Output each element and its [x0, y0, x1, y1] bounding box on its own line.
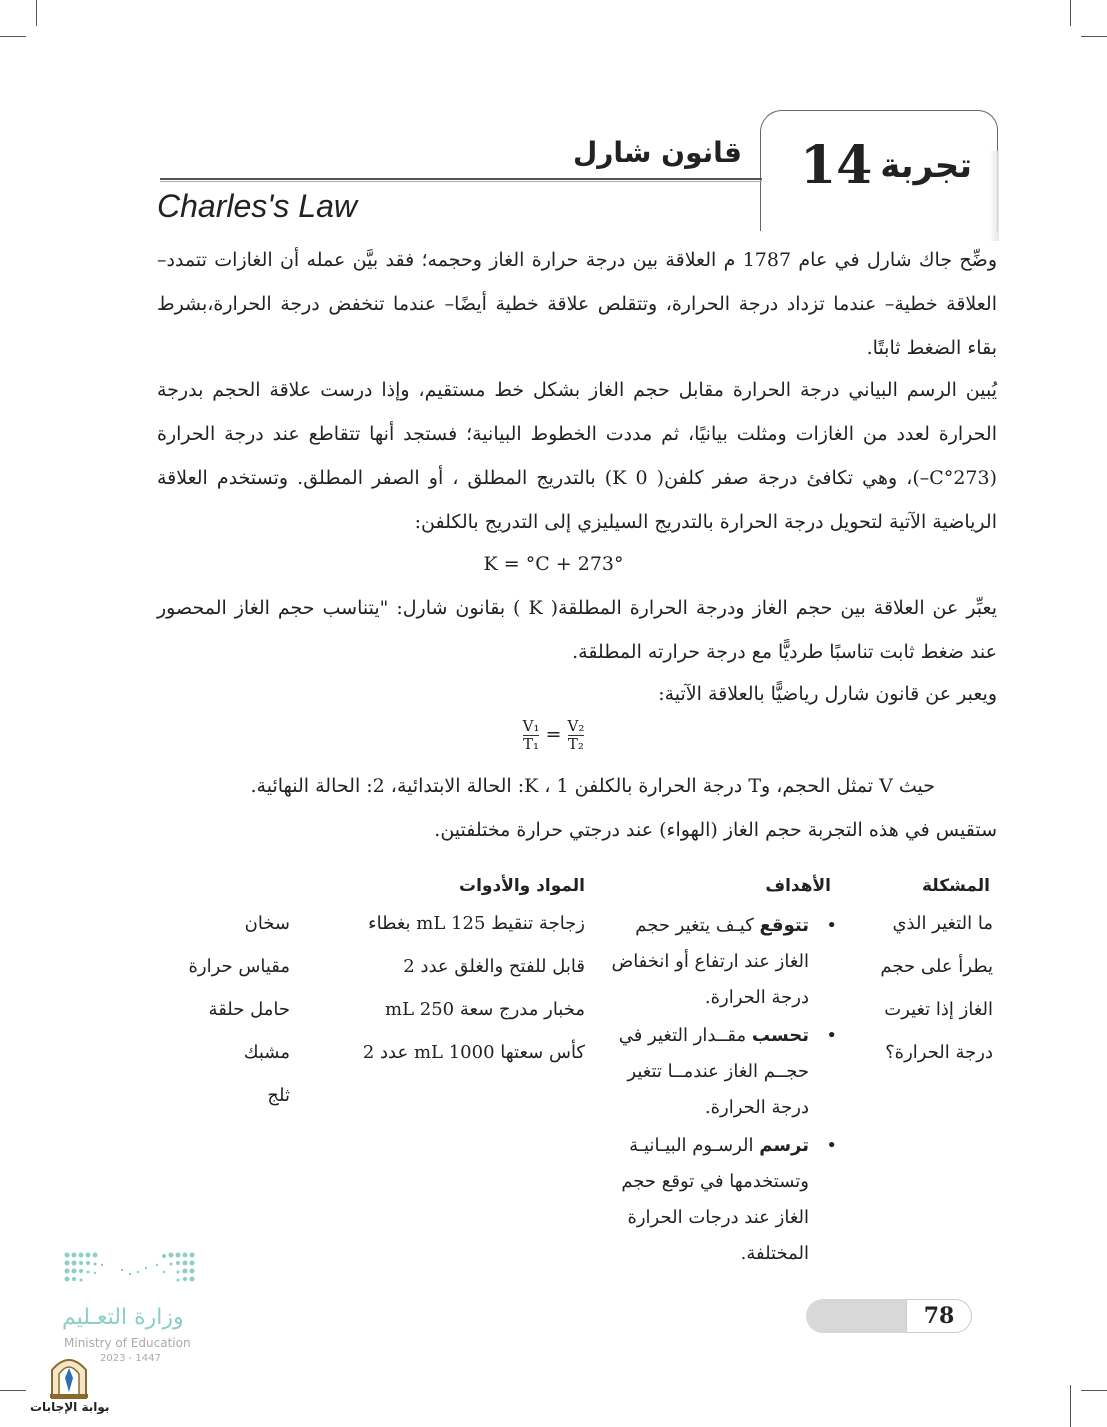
- materials-column: [363, 902, 585, 1074]
- fraction-left: [523, 718, 540, 753]
- crop-mark: [0, 1390, 26, 1391]
- bullet: •: [826, 915, 837, 936]
- objective-verb: تتوقع: [759, 915, 809, 936]
- intro-paragraph-5: حيث V تمثل الحجم، وT درجة الحرارة بالكلفن K ، 1: الحالة الابتدائية، 2: الحالة النهائية.: [250, 775, 935, 797]
- objective-item: [604, 1018, 837, 1126]
- problem-column: [880, 902, 993, 1074]
- objectives-list: [604, 908, 837, 1274]
- title-rule: [160, 178, 762, 180]
- ministry-name-english: Ministry of Education: [64, 1336, 191, 1350]
- material-item: مشبك: [243, 1042, 290, 1063]
- t2: T₂: [567, 735, 584, 753]
- problem-heading: المشكلة: [921, 876, 990, 896]
- problem-line: الغاز إذا تغيرت: [884, 999, 993, 1020]
- crop-mark: [1070, 0, 1071, 26]
- title-arabic: قانون شارل: [572, 136, 742, 169]
- bullet: •: [826, 1025, 837, 1046]
- t1: T₁: [523, 735, 540, 753]
- intro-paragraph-1: وضِّح جاك شارل في عام 1787 م العلاقة بين درجة حرارة الغاز وحجمه؛ فقد بيَّن عمله أن الغازات تتمدد– العلاقة خطية– عندما تزداد درجة الحرارة، وتتقلص علاقة خطية أيضًا– عندما تنخفض درجة الحرارة،بشرط بقاء الضغط ثابتًا.: [157, 249, 997, 359]
- objective-text: مقــدار التغير في حجــم الغاز عندمــا تتغير درجة الحرارة.: [618, 1025, 809, 1118]
- material-item: سخان: [244, 913, 290, 934]
- intro-paragraph-2: يُبين الرسم البياني درجة الحرارة مقابل حجم الغاز بشكل خط مستقيم، وإذا درست علاقة الحجم بدرجة الحرارة لعدد من الغازات ومثلت بيانيًا، ثم مددت الخطوط البيانية؛ فستجد أنها تتقاطع عند درجة الحرارة (273°C–)، وهي تكافئ درجة صفر كلفن( K 0) بالتدريج المطلق ، أو الصفر المطلق. وتستخدم العلاقة الرياضية الآتية لتحويل درجة الحرارة بالتدريج السيليزي إلى التدريج بالكلفن:: [157, 379, 998, 533]
- objective-verb: ترسم: [759, 1135, 809, 1156]
- objective-item: [604, 1128, 837, 1272]
- crop-mark: [1070, 1385, 1071, 1427]
- material-item: مقياس حرارة: [188, 956, 290, 977]
- material-item: زجاجة تنقيط 125 mL بغطاء: [368, 913, 585, 934]
- problem-line: درجة الحرارة؟: [885, 1042, 993, 1063]
- materials-heading: المواد والأدوات: [459, 876, 585, 896]
- ministry-name-arabic: وزارة التعـليم: [62, 1305, 184, 1330]
- crop-mark: [1081, 36, 1107, 37]
- fraction-right: [568, 718, 585, 753]
- problem-line: ما التغير الذي: [892, 913, 993, 934]
- materials-column-2: [188, 902, 290, 1117]
- material-item: قابل للفتح والغلق عدد 2: [403, 956, 585, 977]
- material-item: مخبار مدرج سعة 250 mL: [385, 999, 585, 1020]
- v2: V₂: [567, 717, 585, 735]
- crop-mark: [36, 0, 37, 26]
- crop-mark: [0, 36, 26, 37]
- ministry-year: 2023 - 1447: [100, 1353, 161, 1364]
- objective-item: [604, 908, 837, 1016]
- objective-verb: تحسب: [751, 1025, 809, 1046]
- ministry-logo-icon: [62, 1250, 202, 1290]
- equals-sign: =: [545, 723, 562, 746]
- kelvin-formula: K = °C + 273°: [483, 553, 624, 575]
- page-number: 78: [923, 1303, 955, 1329]
- objectives-heading: الأهداف: [765, 876, 831, 896]
- experiment-label: تجربة: [880, 146, 972, 186]
- material-item: ثلج: [267, 1085, 290, 1106]
- objective-text: كيـف يتغير حجم الغاز عند ارتفاع أو انخفاض درجة الحرارة.: [611, 915, 809, 1008]
- title-rule: [160, 181, 762, 182]
- intro-paragraph-3: يعبِّر عن العلاقة بين حجم الغاز ودرجة الحرارة المطلقة( K ) بقانون شارل: "يتناسب حجم الغاز المحصور عند ضغط ثابت تناسبًا طرديًّا مع درجة حرارته المطلقة.: [157, 597, 997, 663]
- crop-mark: [1081, 1390, 1107, 1391]
- intro-paragraph-6: ستقيس في هذه التجربة حجم الغاز (الهواء) عند درجتي حرارة مختلفتين.: [434, 819, 997, 841]
- site-label: بوابة الإجابات: [30, 1400, 110, 1414]
- title-english: Charles's Law: [157, 188, 357, 224]
- material-item: كأس سعتها 1000 mL عدد 2: [362, 1042, 585, 1063]
- bullet: •: [826, 1135, 837, 1156]
- v1: V₁: [522, 717, 540, 735]
- experiment-number: 14: [800, 135, 873, 196]
- site-logo-icon: [46, 1348, 92, 1400]
- material-item: حامل حلقة: [208, 999, 290, 1020]
- intro-paragraph-4: ويعبر عن قانون شارل رياضيًّا بالعلاقة الآتية:: [658, 683, 997, 705]
- problem-line: يطرأ على حجم: [880, 956, 993, 977]
- objective-text: الرسـوم البيـانيـة وتستخدمها في توقع حجم الغاز عند درجات الحرارة المختلفة.: [621, 1135, 809, 1264]
- charles-law-formula: [0, 718, 1107, 753]
